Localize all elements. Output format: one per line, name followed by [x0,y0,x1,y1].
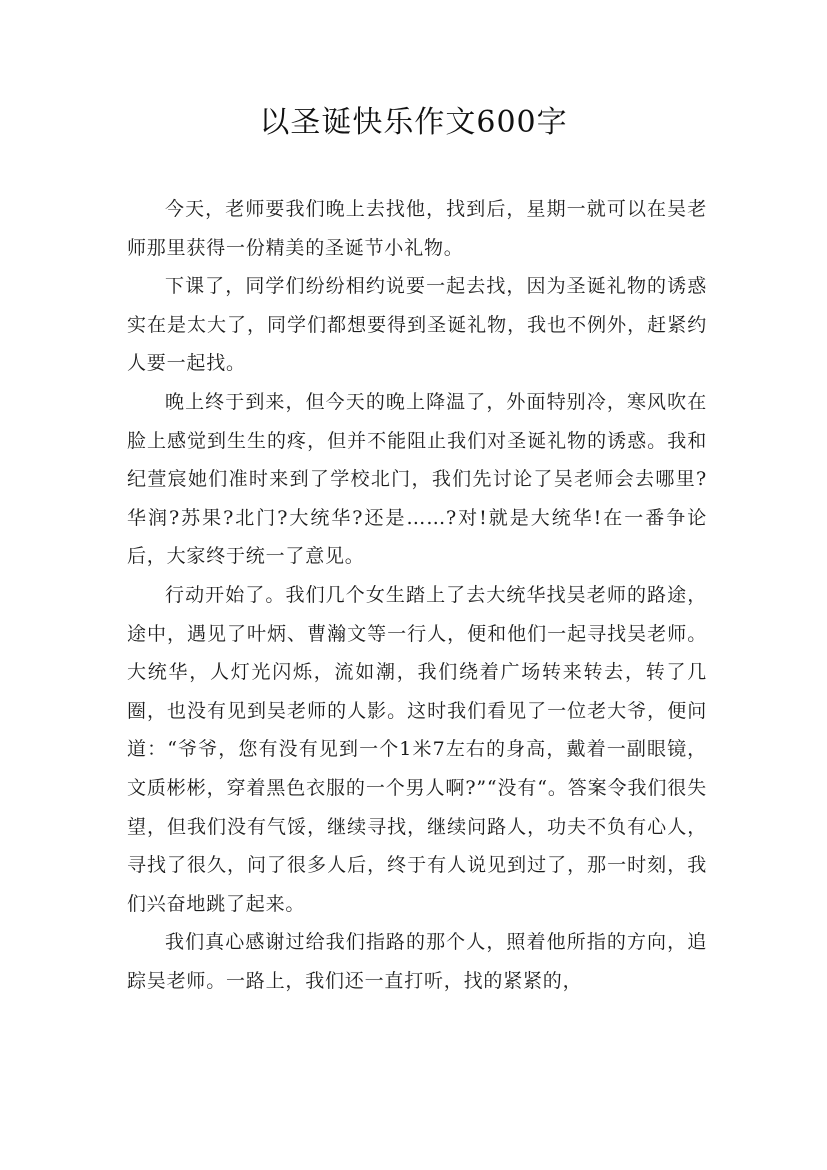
document-title: 以圣诞快乐作文600字 [259,105,568,140]
paragraph-2: 下课了，同学们纷纷相约说要一起去找，因为圣诞礼物的诱惑实在是太大了，同学们都想要得到圣诞礼物，我也不例外，赶紧约人要一起找。 [127,275,707,375]
paragraph-3: 晚上终于到来，但今天的晚上降温了，外面特别冷，寒风吹在脸上感觉到生生的疼，但并不能阻止我们对圣诞礼物的诱惑。我和纪萱宸她们准时来到了学校北门，我们先讨论了吴老师会去哪里?华润?苏果?北门?大统华?还是……?对!就是大统华!在一番争论后，大家终于统一了意见。 [127,390,707,568]
paragraph-5: 我们真心感谢过给我们指路的那个人，照着他所指的方向，追踪吴老师。一路上，我们还一直打听，找的紧紧的， [127,931,707,992]
document-body [127,190,707,1000]
paragraph-4: 行动开始了。我们几个女生踏上了去大统华找吴老师的路途，途中，遇见了叶炳、曹瀚文等一行人，便和他们一起寻找吴老师。大统华，人灯光闪烁，流如潮，我们绕着广场转来转去，转了几圈，也没有见到吴老师的人影。这时我们看见了一位老大爷，便问道：“爷爷，您有没有见到一个1米7左右的身高，戴着一副眼镜，文质彬彬，穿着黑色衣服的一个男人啊?”“没有“。答案令我们很失望，但我们没有气馁，继续寻找，继续问路人，功夫不负有心人，寻找了很久，问了很多人后，终于有人说见到过了，那一时刻，我们兴奋地跳了起来。 [127,583,707,915]
paragraph-1: 今天，老师要我们晚上去找他，找到后，星期一就可以在吴老师那里获得一份精美的圣诞节小礼物。 [127,198,707,259]
